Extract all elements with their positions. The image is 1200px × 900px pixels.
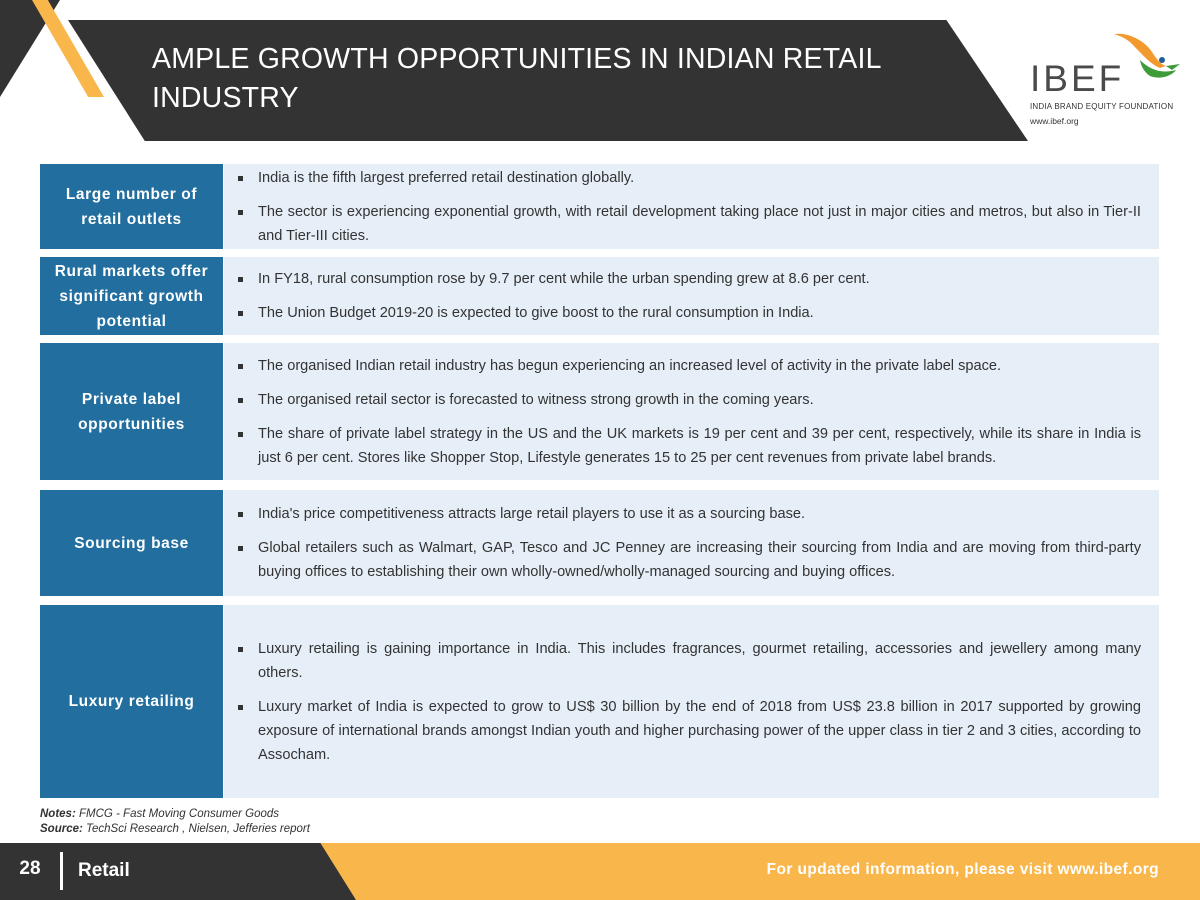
bullet-item bbox=[224, 267, 1141, 291]
bullet-icon bbox=[224, 301, 258, 325]
bullet-icon bbox=[224, 166, 258, 190]
bullet-text: Luxury retailing is gaining importance in India. This includes fragrances, gourmet retailing, accessories and jewellery among many others. bbox=[258, 640, 1141, 681]
bullet-text: The sector is experiencing exponential growth, with retail development taking place not just in major cities and metros, but also in Tier-II and Tier-III cities. bbox=[258, 203, 1141, 244]
bullet-text: The organised retail sector is forecasted to witness strong growth in the coming years. bbox=[258, 391, 814, 408]
source-line bbox=[40, 822, 310, 837]
notes-text: FMCG - Fast Moving Consumer Goods bbox=[78, 808, 280, 820]
row-luxury-retailing bbox=[40, 605, 1159, 798]
bullet-item bbox=[224, 166, 1141, 190]
bullet-icon bbox=[224, 354, 258, 378]
bullet-icon bbox=[224, 536, 258, 584]
bullet-text: India is the fifth largest preferred retail destination globally. bbox=[258, 169, 635, 186]
bullet-icon bbox=[224, 388, 258, 412]
logo-url: www.ibef.org bbox=[1030, 116, 1079, 126]
bullet-icon bbox=[224, 200, 258, 248]
bullet-text: Luxury market of India is expected to grow to US$ 30 billion by the end of 2018 from US$ 23.8 billion in 2017 supported by growing exposure of international brands amongst Indian youth and higher purchasing power of the upper class in tier 2 and 3 cities, according to Assocham. bbox=[258, 698, 1141, 763]
notes-label: Notes: bbox=[40, 808, 76, 820]
bullet-icon bbox=[224, 637, 258, 685]
bullet-text: In FY18, rural consumption rose by 9.7 per cent while the urban spending grew at 8.6 per cent. bbox=[258, 271, 870, 287]
logo-wordmark: IBEF bbox=[1030, 58, 1125, 99]
bullet-item bbox=[224, 200, 1141, 248]
bullet-text: The Union Budget 2019-20 is expected to give boost to the rural consumption in India. bbox=[258, 305, 814, 321]
footer-divider bbox=[60, 852, 63, 890]
row-label: Sourcing base bbox=[40, 490, 223, 596]
bullet-item bbox=[224, 637, 1141, 685]
bullet-item bbox=[224, 695, 1141, 767]
bullet-item bbox=[224, 502, 1141, 526]
source-text: TechSci Research , Nielsen, Jefferies report bbox=[86, 823, 310, 835]
notes-line bbox=[40, 807, 310, 822]
row-label: Large number of retail outlets bbox=[40, 164, 223, 249]
row-body bbox=[224, 490, 1159, 596]
row-sourcing-base bbox=[40, 490, 1159, 596]
row-label: Rural markets offer significant growth potential bbox=[40, 257, 223, 335]
ibef-logo bbox=[1022, 28, 1190, 132]
bullet-item bbox=[224, 388, 1141, 412]
row-body bbox=[224, 164, 1159, 249]
logo-subtitle: INDIA BRAND EQUITY FOUNDATION bbox=[1030, 102, 1174, 111]
row-body bbox=[224, 257, 1159, 335]
row-retail-outlets bbox=[40, 164, 1159, 249]
row-label: Luxury retailing bbox=[40, 605, 223, 798]
bullet-item bbox=[224, 536, 1141, 584]
bullet-icon bbox=[224, 267, 258, 291]
bullet-item bbox=[224, 422, 1141, 470]
footer-website-link[interactable]: For updated information, please visit www.ibef.org bbox=[766, 861, 1159, 878]
notes-block bbox=[40, 807, 310, 837]
page-number: 28 bbox=[19, 858, 41, 879]
row-private-label bbox=[40, 343, 1159, 480]
bullet-icon bbox=[224, 422, 258, 470]
bullet-item bbox=[224, 301, 1141, 325]
bullet-icon bbox=[224, 695, 258, 767]
row-body bbox=[224, 343, 1159, 480]
bullet-icon bbox=[224, 502, 258, 526]
row-rural-markets bbox=[40, 257, 1159, 335]
bullet-text: The organised Indian retail industry has begun experiencing an increased level of activity in the private label space. bbox=[258, 357, 1002, 374]
page-title: AMPLE GROWTH OPPORTUNITIES IN INDIAN RETAIL INDUSTRY bbox=[152, 43, 881, 114]
row-label: Private label opportunities bbox=[40, 343, 223, 480]
bullet-text: The share of private label strategy in the US and the UK markets is 19 per cent and 39 per cent, respectively, while its share in India is just 6 per cent. Stores like Shopper Stop, Lifestyle generates 15 to 25 per cent revenues from private label brands. bbox=[258, 425, 1141, 466]
row-body bbox=[224, 605, 1159, 798]
bullet-item bbox=[224, 354, 1141, 378]
source-label: Source: bbox=[40, 823, 83, 835]
bullet-text: Global retailers such as Walmart, GAP, Tesco and JC Penney are increasing their sourcing from India and are moving from third-party buying offices to establishing their own wholly-owned/wholly-managed sourcing and buying offices. bbox=[258, 540, 1141, 580]
bullet-text: India's price competitiveness attracts large retail players to use it as a sourcing base. bbox=[258, 506, 806, 522]
footer-section-title: Retail bbox=[78, 860, 130, 881]
